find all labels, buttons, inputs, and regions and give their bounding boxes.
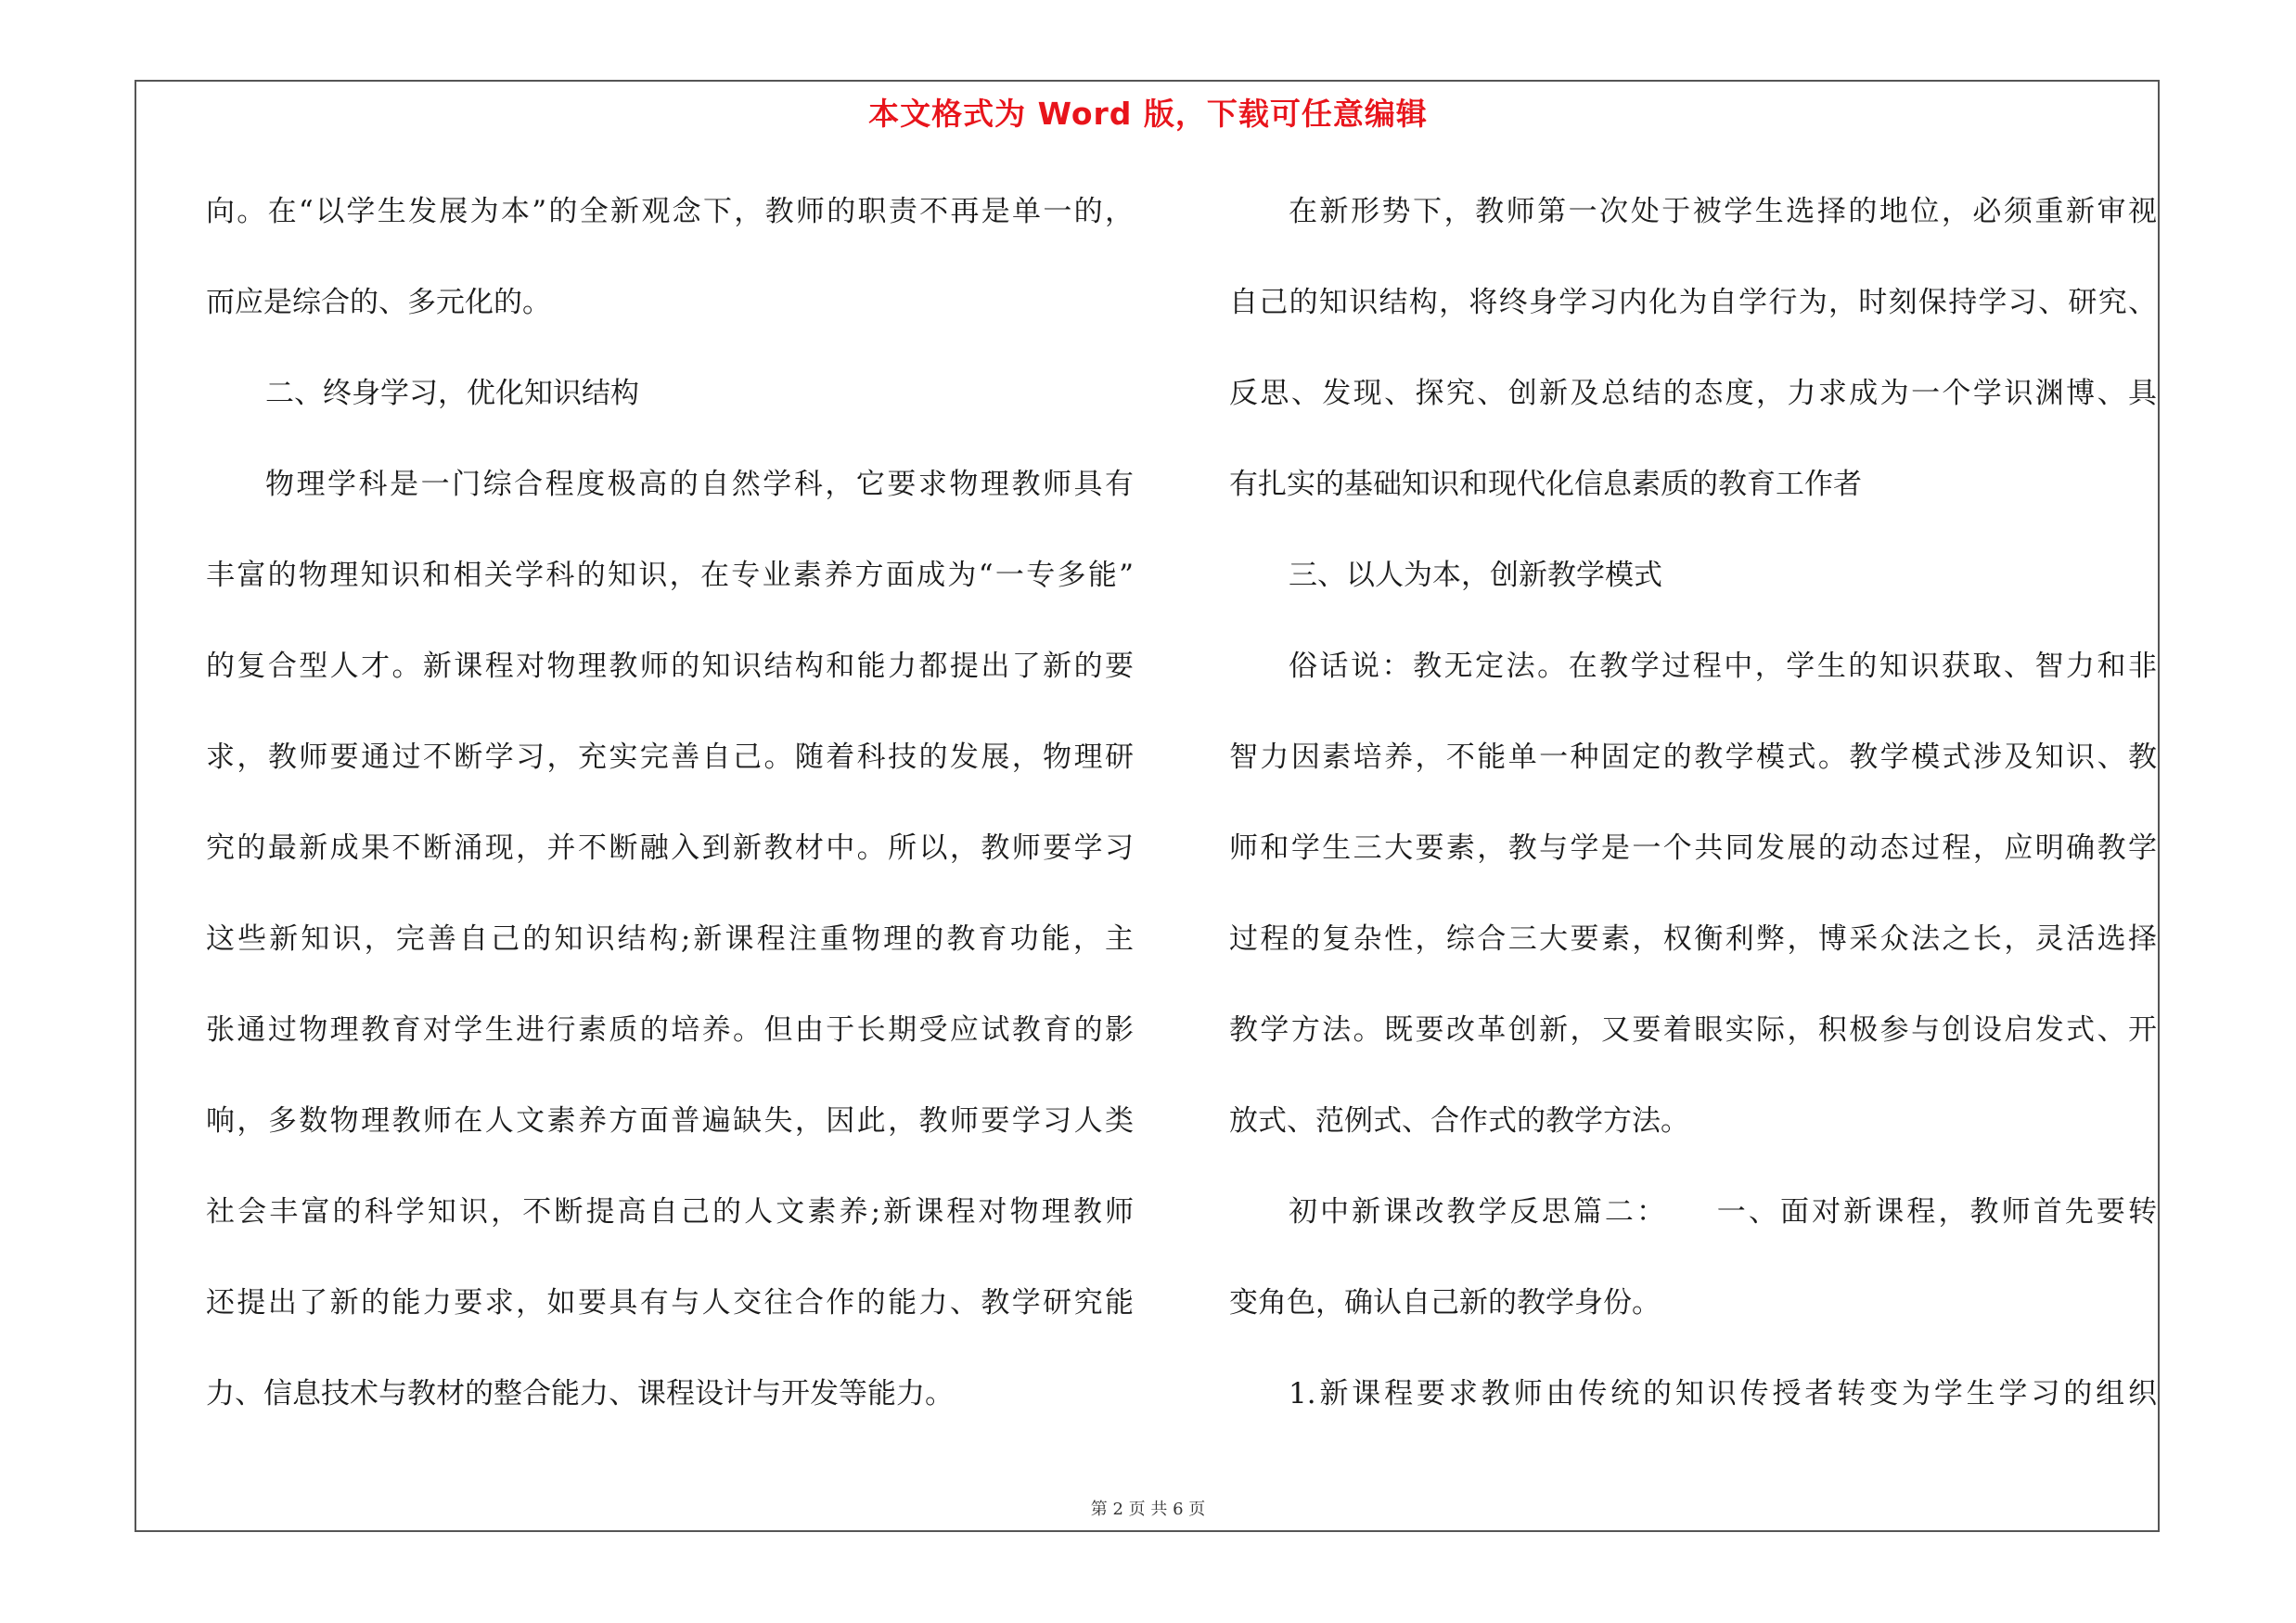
page-number: 第 2 页 共 6 页: [1090, 1500, 1206, 1519]
text-line: 向。在“以学生发展为本”的全新观念下，教师的职责不再是单一的，: [206, 195, 1134, 228]
text-line: 的复合型人才。新课程对物理教师的知识结构和能力都提出了新的要: [206, 650, 1134, 683]
text-line: 还提出了新的能力要求，如要具有与人交往合作的能力、教学研究能: [206, 1286, 1134, 1320]
text-line: 求，教师要通过不断学习，充实完善自己。随着科技的发展，物理研: [206, 741, 1134, 774]
text-line: 反思、发现、探究、创新及总结的态度，力求成为一个学识渊博、具: [1229, 377, 2157, 410]
text-line: 在新形势下，教师第一次处于被学生选择的地位，必须重新审视: [1289, 195, 2157, 228]
text-line: 俗话说：教无定法。在教学过程中，学生的知识获取、智力和非: [1289, 650, 2157, 683]
section-heading: 二、终身学习，优化知识结构: [265, 377, 639, 410]
text-line: 力、信息技术与教材的整合能力、课程设计与开发等能力。: [206, 1377, 954, 1410]
text-line: 究的最新成果不断涌现，并不断融入到新教材中。所以，教师要学习: [206, 831, 1134, 865]
text-line: 而应是综合的、多元化的。: [206, 286, 551, 319]
text-line: 智力因素培养，不能单一种固定的教学模式。教学模式涉及知识、教: [1229, 741, 2157, 774]
left-column: [206, 181, 1134, 1454]
text-line: 有扎实的基础知识和现代化信息素质的教育工作者: [1229, 468, 1862, 501]
text-line: 这些新知识，完善自己的知识结构;新课程注重物理的教育功能，主: [206, 922, 1134, 956]
text-line: 响，多数物理教师在人文素养方面普遍缺失，因此，教师要学习人类: [206, 1104, 1134, 1138]
text-line: 教学方法。既要改革创新，又要着眼实际，积极参与创设启发式、开: [1229, 1013, 2157, 1047]
text-line: 自己的知识结构，将终身学习内化为自学行为，时刻保持学习、研究、: [1229, 286, 2157, 319]
text-line: 初中新课改教学反思篇二： 一、面对新课程，教师首先要转: [1289, 1195, 2157, 1229]
text-line: 物理学科是一门综合程度极高的自然学科，它要求物理教师具有: [265, 468, 1134, 501]
text-line: 放式、范例式、合作式的教学方法。: [1229, 1104, 1689, 1138]
text-line: 师和学生三大要素，教与学是一个共同发展的动态过程，应明确教学: [1229, 831, 2157, 865]
text-line: 过程的复杂性，综合三大要素，权衡利弊，博采众法之长，灵活选择: [1229, 922, 2157, 956]
text-line: 张通过物理教育对学生进行素质的培养。但由于长期受应试教育的影: [206, 1013, 1134, 1047]
text-line: 社会丰富的科学知识，不断提高自己的人文素养;新课程对物理教师: [206, 1195, 1134, 1229]
text-line: 丰富的物理知识和相关学科的知识，在专业素养方面成为“一专多能”: [206, 559, 1134, 592]
text-line: 1.新课程要求教师由传统的知识传授者转变为学生学习的组织: [1289, 1377, 2157, 1410]
text-line: 变角色，确认自己新的教学身份。: [1229, 1286, 1661, 1320]
format-banner: 本文格式为 Word 版，下载可任意编辑: [868, 96, 1428, 132]
section-heading: 三、以人为本，创新教学模式: [1289, 559, 1662, 592]
right-column: [1229, 181, 2157, 1454]
